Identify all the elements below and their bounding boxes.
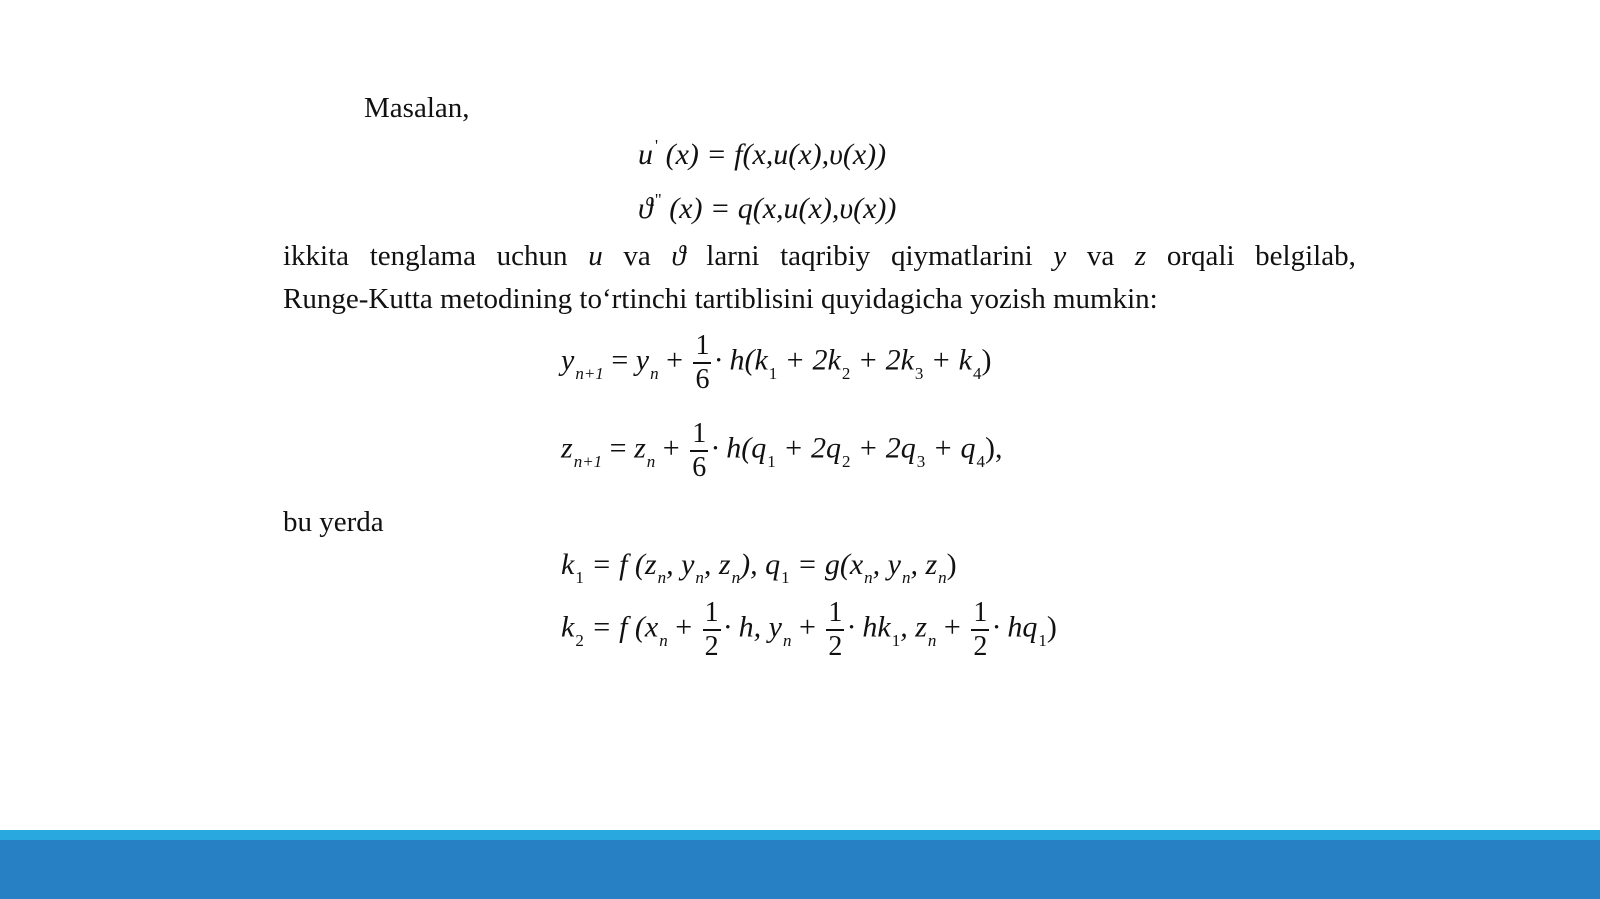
rk-z-plus: + (655, 431, 680, 465)
k2-f: · hk (847, 610, 891, 644)
paragraph-line-1 (283, 242, 1356, 271)
var-theta: ϑ (671, 240, 686, 272)
rk-z-z-sub: n (646, 451, 656, 471)
rk-y-end: ) (981, 343, 992, 377)
fraction-one-half (971, 597, 989, 663)
var-z: z (1134, 240, 1147, 272)
rk-y-p3: + 2k (850, 343, 914, 377)
eq2-prime: " (654, 190, 662, 209)
k1-c-sub: n (695, 568, 704, 587)
rk-z-p3: + 2q (850, 431, 916, 465)
footer-band (0, 840, 1600, 899)
rk-y-k1-sub: 1 (768, 363, 778, 383)
var-u: u (588, 240, 603, 272)
k1-d-sub: n (731, 568, 741, 587)
k1-g-sub: n (901, 568, 911, 587)
fraction-denominator: 2 (704, 630, 719, 662)
rk-y-plus: + (658, 343, 683, 377)
k2-d: · h, y (723, 610, 782, 644)
fraction-numerator: 1 (692, 418, 707, 449)
equation-theta-double-prime (638, 190, 897, 225)
k1-h-sub: n (938, 568, 947, 587)
equation-k1-q1 (561, 548, 957, 587)
fraction-numerator: 1 (973, 597, 988, 628)
k2-g-sub: n (927, 630, 937, 650)
fraction-denominator: 2 (973, 630, 988, 662)
eq1-lhs-arg: (x) = (665, 138, 727, 171)
var-y: y (1053, 240, 1067, 272)
rk-z-q2-sub: 2 (841, 451, 851, 471)
fraction-one-sixth (690, 418, 708, 484)
fraction-one-half (826, 597, 844, 663)
k1-a-sub: 1 (575, 568, 584, 587)
k2-i: · hq (992, 610, 1038, 644)
fraction-denominator: 2 (828, 630, 843, 662)
rk-z-p2: + 2q (775, 431, 841, 465)
paragraph-line-2: Runge-Kutta metodining to‘rtinchi tartiblisini quyidagicha yozish mumkin: (283, 283, 1158, 315)
fraction-one-sixth (693, 330, 711, 396)
word: belgilab, (1255, 240, 1356, 272)
rk-y-k2-sub: 2 (841, 363, 851, 383)
eq1-prime: ' (655, 136, 659, 155)
intro-text: Masalan, (364, 92, 470, 124)
equation-u-prime (638, 136, 887, 171)
rk-y-p4: + k (923, 343, 972, 377)
k2-b-sub: n (659, 630, 668, 650)
k1-e-sub: 1 (781, 568, 790, 587)
rk-y-y: y (635, 343, 650, 377)
equation-k2 (561, 597, 1057, 663)
k2-f-sub: 1 (891, 630, 901, 650)
k1-b-sub: n (657, 568, 667, 587)
eq2-rhs: q(x,u(x),υ(x)) (737, 192, 897, 225)
rk-z-z: z (634, 431, 646, 465)
k2-d-sub: n (782, 630, 792, 650)
eq2-lhs-arg: (x) = (669, 192, 731, 225)
eq1-rhs: (x,u(x),υ(x)) (742, 138, 887, 171)
rk-z-q4-sub: 4 (976, 451, 985, 471)
rk-y-y-sub: n (650, 363, 659, 383)
k2-end: ) (1046, 610, 1057, 644)
rk-z-lhs: z (561, 431, 573, 465)
word: taqribiy (780, 240, 871, 272)
rk-y-lhs: y (561, 343, 575, 377)
fraction-one-half (703, 597, 721, 663)
k2-e: + (791, 610, 816, 644)
word: uchun (496, 240, 568, 272)
eq1-f: f (734, 138, 743, 171)
footer-band-accent (0, 830, 1600, 840)
rk-z-p4: + q (925, 431, 976, 465)
word: ikkita (283, 240, 350, 272)
rk-y-lhs-sub: n+1 (575, 363, 604, 383)
word: va (623, 240, 651, 272)
rk-z-rest: · h(q (711, 431, 767, 465)
k2-h: + (936, 610, 961, 644)
rk-y-k3-sub: 3 (914, 363, 924, 383)
eq1-lhs-fn: u (638, 138, 653, 171)
k1-end: ) (946, 548, 957, 581)
k1-b: = f (z (583, 548, 657, 581)
k1-a: k (561, 548, 575, 581)
fraction-numerator: 1 (704, 597, 719, 628)
rk-y-rest: · h(k (714, 343, 768, 377)
k2-a-sub: 2 (575, 630, 584, 650)
rk-y-p2: + 2k (777, 343, 841, 377)
rk-z-q3-sub: 3 (916, 451, 926, 471)
k1-f-sub: n (864, 568, 873, 587)
equation-rk-y (561, 330, 991, 396)
rk-z-eq: = (602, 431, 635, 465)
word: qiymatlarini (890, 240, 1033, 272)
k2-i-sub: 1 (1038, 630, 1047, 650)
fraction-numerator: 1 (695, 330, 710, 361)
rk-z-lhs-sub: n+1 (573, 451, 603, 471)
eq2-lhs-fn: ϑ (638, 192, 653, 225)
word: orqali (1166, 240, 1235, 272)
rk-z-end: ), (984, 431, 1003, 465)
rk-y-eq: = (603, 343, 636, 377)
k2-a: k (561, 610, 575, 644)
word: tenglama (369, 240, 476, 272)
rk-z-q1-sub: 1 (767, 451, 776, 471)
k1-g: , y (872, 548, 901, 581)
fraction-numerator: 1 (828, 597, 843, 628)
rk-y-k4-sub: 4 (972, 363, 982, 383)
k2-g: , z (900, 610, 927, 644)
word: larni (706, 240, 760, 272)
k1-e: ), q (740, 548, 781, 581)
k1-c: , y (666, 548, 695, 581)
equation-rk-z (561, 418, 1002, 484)
fraction-denominator: 6 (692, 451, 707, 483)
word: va (1086, 240, 1115, 272)
fraction-denominator: 6 (695, 363, 710, 395)
k1-h: , z (910, 548, 938, 581)
k2-b: = f (x (583, 610, 659, 644)
k2-c: + (667, 610, 693, 644)
k1-d: , z (703, 548, 731, 581)
k1-f: = g(x (789, 548, 864, 581)
bu-yerda-text: bu yerda (283, 506, 384, 538)
